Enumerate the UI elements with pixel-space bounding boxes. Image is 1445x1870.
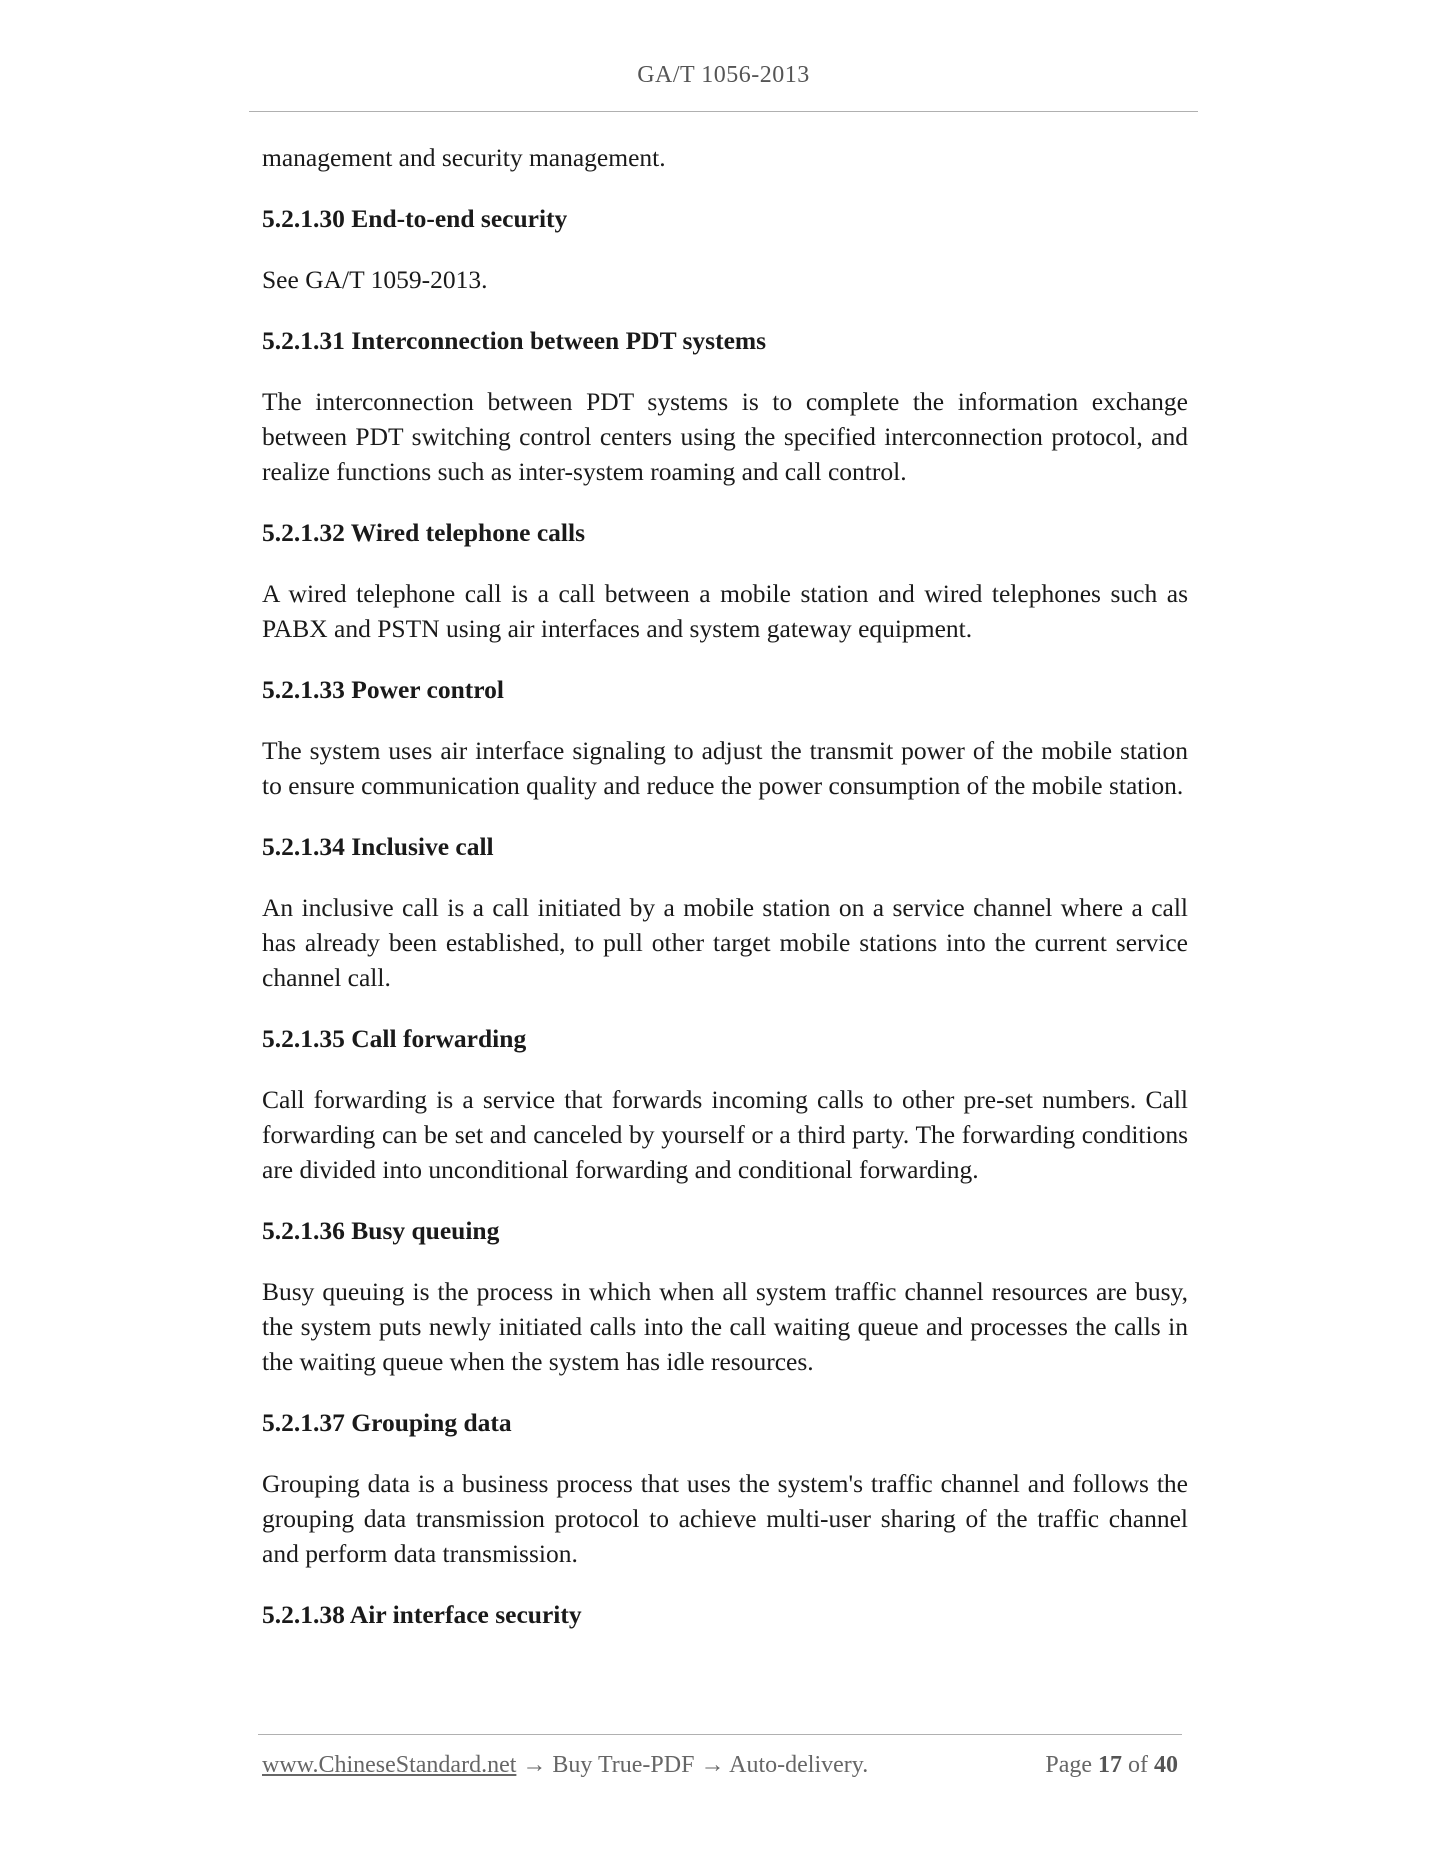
- page-header: GA/T 1056-2013: [637, 62, 810, 88]
- section-heading-5-2-1-33: 5.2.1.33 Power control: [262, 675, 504, 704]
- section-body-5-2-1-35: Call forwarding is a service that forwards incoming calls to other pre-set numbers. Call forwarding can be set and canceled by yourself or a third party. The forwarding conditions are divided into unconditional forwarding and conditional forwarding.: [262, 1085, 1188, 1184]
- section-body-5-2-1-31: The interconnection between PDT systems is to complete the information exchange between PDT switching control centers using the specified interconnection protocol, and realize functions such as inter-system roaming and call control.: [262, 387, 1188, 486]
- document-body: [262, 140, 1188, 1658]
- section-body-5-2-1-32: A wired telephone call is a call between a mobile station and wired telephones such as PABX and PSTN using air interfaces and system gateway equipment.: [262, 579, 1188, 643]
- arrow-right-icon: →: [522, 1752, 547, 1778]
- intro-paragraph: management and security management.: [262, 143, 666, 172]
- page-number: [1045, 1752, 1178, 1779]
- section-body-5-2-1-37: Grouping data is a business process that uses the system's traffic channel and follows the grouping data transmission protocol to achieve multi-user sharing of the traffic channel and perform data transmission.: [262, 1469, 1188, 1568]
- footer-promo: [262, 1752, 868, 1779]
- arrow-right-icon: →: [700, 1752, 725, 1778]
- section-body-5-2-1-36: Busy queuing is the process in which when all system traffic channel resources are busy, the system puts newly initiated calls into the call waiting queue and processes the calls in the waiting queue when the system has idle resources.: [262, 1277, 1188, 1376]
- website-link[interactable]: www.ChineseStandard.net: [262, 1752, 517, 1778]
- header-divider: [249, 111, 1198, 112]
- total-pages: 40: [1154, 1752, 1178, 1778]
- section-body-5-2-1-30: See GA/T 1059-2013.: [262, 265, 488, 294]
- footer-divider: [258, 1734, 1182, 1735]
- page-label: Page: [1045, 1752, 1092, 1778]
- section-heading-5-2-1-36: 5.2.1.36 Busy queuing: [262, 1216, 500, 1245]
- section-heading-5-2-1-31: 5.2.1.31 Interconnection between PDT systems: [262, 326, 767, 355]
- section-heading-5-2-1-32: 5.2.1.32 Wired telephone calls: [262, 518, 586, 547]
- section-heading-5-2-1-35: 5.2.1.35 Call forwarding: [262, 1024, 527, 1053]
- section-heading-5-2-1-30: 5.2.1.30 End-to-end security: [262, 204, 568, 233]
- section-heading-5-2-1-34: 5.2.1.34 Inclusive call: [262, 832, 494, 861]
- section-heading-5-2-1-37: 5.2.1.37 Grouping data: [262, 1408, 512, 1437]
- section-body-5-2-1-33: The system uses air interface signaling to adjust the transmit power of the mobile station to ensure communication quality and reduce the power consumption of the mobile station.: [262, 736, 1188, 800]
- auto-delivery-text: Auto-delivery.: [729, 1752, 869, 1778]
- section-heading-5-2-1-38: 5.2.1.38 Air interface security: [262, 1600, 582, 1629]
- section-body-5-2-1-34: An inclusive call is a call initiated by a mobile station on a service channel where a call has already been established, to pull other target mobile stations into the current service channel call.: [262, 893, 1188, 992]
- of-label: of: [1128, 1752, 1148, 1778]
- buy-true-pdf-text: Buy True-PDF: [552, 1752, 695, 1778]
- current-page: 17: [1098, 1752, 1122, 1778]
